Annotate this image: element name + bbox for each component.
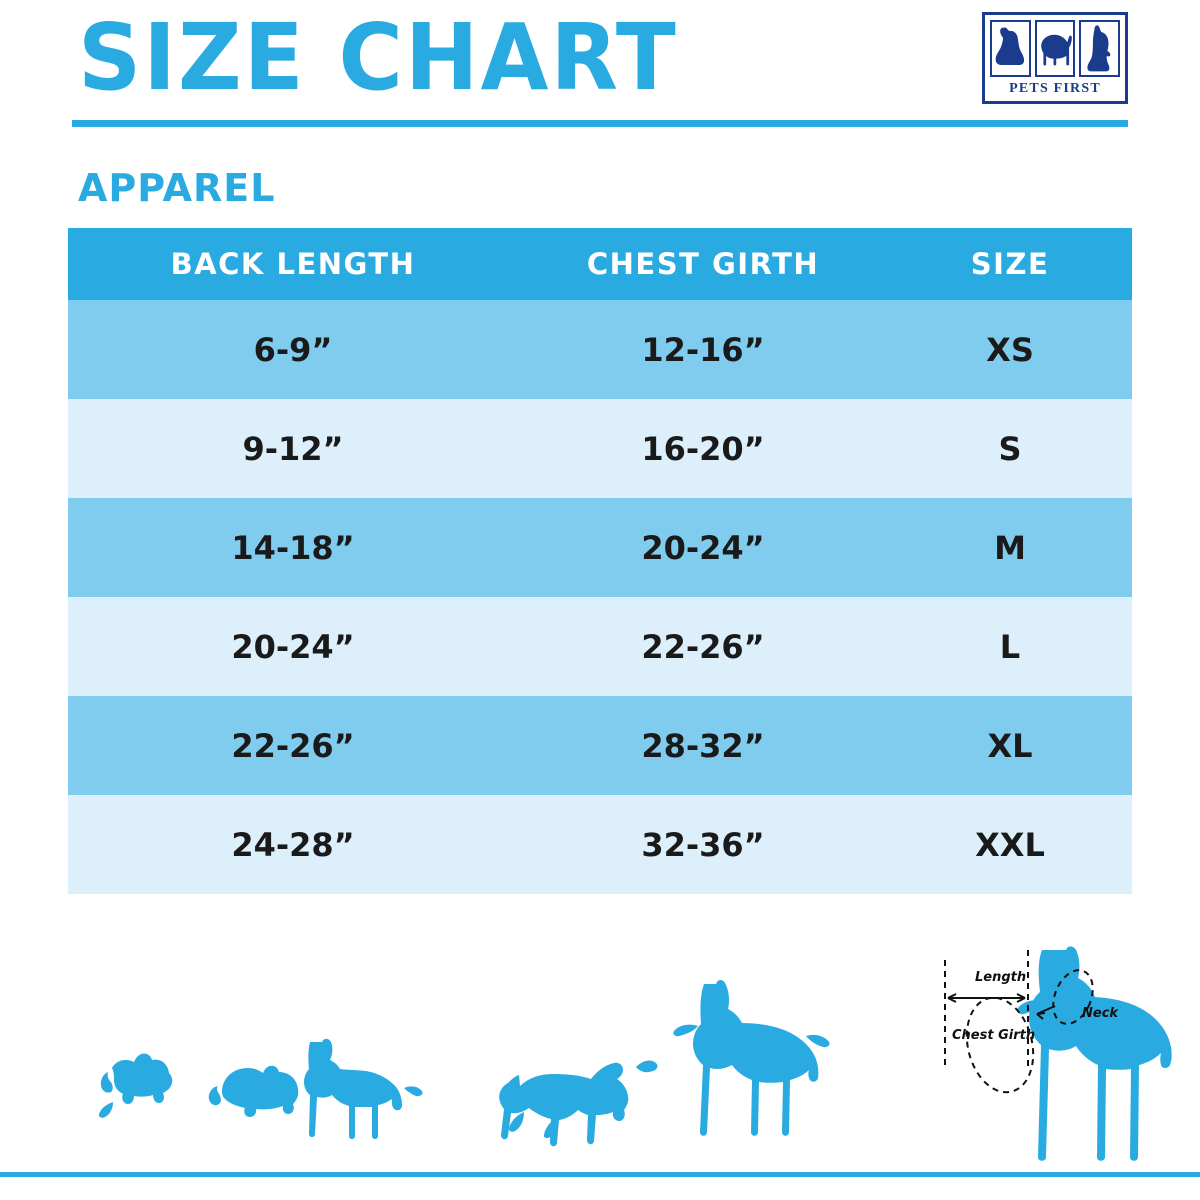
cell-back-length: 20-24”: [231, 627, 355, 666]
header: [0, 0, 1200, 128]
column-header-size: SIZE: [970, 247, 1050, 281]
pomeranian-silhouette: [99, 1054, 172, 1118]
cell-chest-girth: 12-16”: [641, 330, 765, 369]
cell-chest-girth: 16-20”: [641, 429, 765, 468]
beagle-silhouette: [304, 1039, 423, 1139]
dog-standing-icon: [1035, 20, 1076, 77]
cell-back-length: 9-12”: [242, 429, 344, 468]
table-row: [68, 498, 1132, 597]
cell-size: XXL: [975, 825, 1045, 864]
cocker-spaniel-silhouette: [499, 1060, 657, 1146]
table-row: [68, 696, 1132, 795]
cell-back-length: 22-26”: [231, 726, 355, 765]
cell-back-length: 6-9”: [253, 330, 333, 369]
table-header-row: [68, 228, 1132, 300]
dog-silhouettes-illustration: [0, 940, 1200, 1200]
collie-silhouette: [673, 980, 829, 1136]
brand-logo: [982, 12, 1128, 104]
cell-chest-girth: 20-24”: [641, 528, 765, 567]
page-title: SIZE CHART: [78, 4, 678, 111]
column-header-chest-girth: CHEST GIRTH: [586, 247, 820, 281]
ground-line: [0, 1172, 1200, 1177]
cell-size: L: [999, 627, 1021, 666]
logo-panels: [985, 15, 1125, 77]
cell-chest-girth: 32-36”: [641, 825, 765, 864]
table-row: [68, 795, 1132, 894]
length-label: Length: [975, 970, 1027, 985]
cell-size: M: [994, 528, 1026, 567]
table-row: [68, 399, 1132, 498]
cell-chest-girth: 28-32”: [641, 726, 765, 765]
measured-dog-silhouette: [1017, 946, 1171, 1160]
cell-size: XS: [986, 330, 1034, 369]
neck-label: Neck: [1082, 1006, 1119, 1021]
apparel-size-table: [68, 228, 1132, 894]
cell-back-length: 14-18”: [231, 528, 355, 567]
table-row: [68, 300, 1132, 399]
header-divider: [72, 120, 1128, 127]
dog-begging-icon: [1079, 20, 1120, 77]
column-header-back-length: BACK LENGTH: [170, 247, 416, 281]
table-row: [68, 597, 1132, 696]
cell-back-length: 24-28”: [231, 825, 355, 864]
section-title: APPAREL: [78, 166, 276, 210]
cell-chest-girth: 22-26”: [641, 627, 765, 666]
dog-sitting-icon: [990, 20, 1031, 77]
chest-girth-label: Chest Girth: [952, 1028, 1036, 1043]
cell-size: S: [998, 429, 1022, 468]
cell-size: XL: [987, 726, 1033, 765]
pug-silhouette: [209, 1066, 298, 1117]
logo-brand-name: PETS FIRST: [1009, 81, 1101, 96]
